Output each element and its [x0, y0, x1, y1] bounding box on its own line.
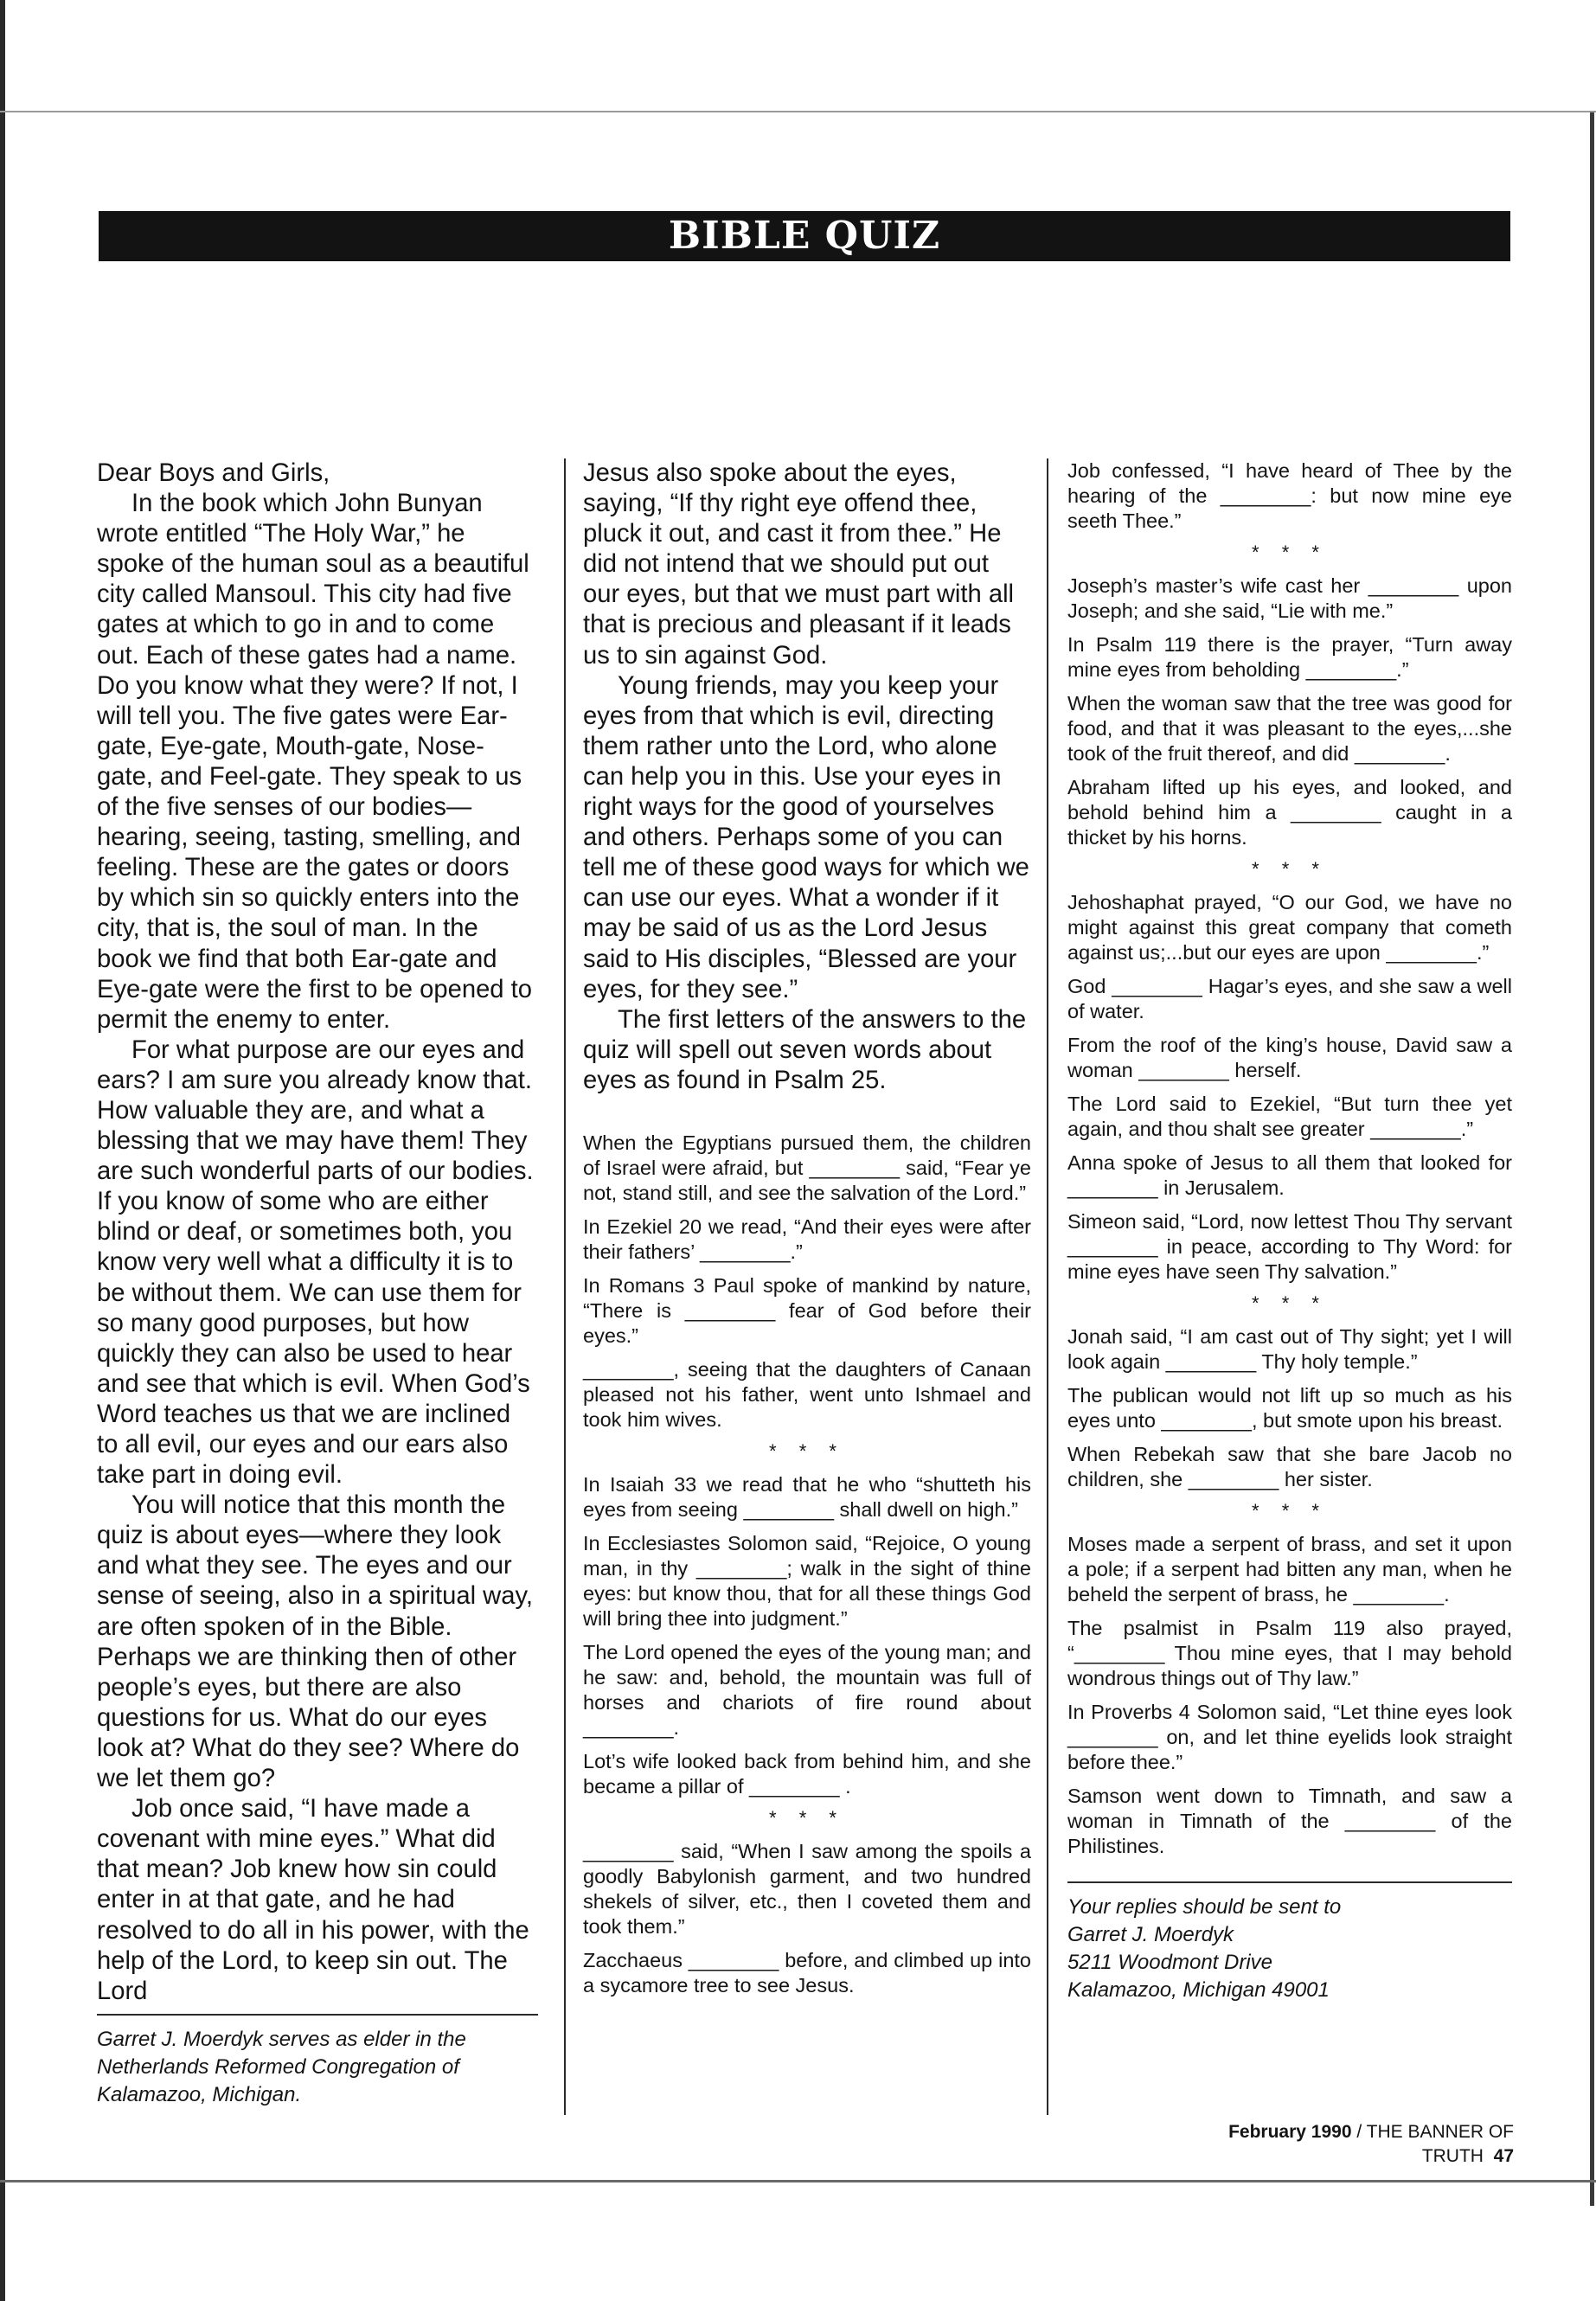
- reply-address: [1067, 1894, 1512, 2004]
- section-separator: * * *: [1252, 1500, 1328, 1522]
- letter-paragraph: For what purpose are our eyes and ears? I am sure you already know that. How valuable they are, and what a blessing that we may have them! They are such wonderful parts of our bodies. If you know of some who are either blind or deaf, or sometimes both, you know very well what a difficulty it is to be without them. We can use them for so many good purposes, but how quickly they can also be used to hear and see that which is evil. When God’s Word teaches us that we are inclined to all evil, our eyes and our ears also take part in doing evil.: [97, 1035, 534, 1490]
- quiz-question: Joseph’s master’s wife cast her ________ upon Joseph; and she said, “Lie with me.”: [1067, 574, 1512, 622]
- quiz-question: Abraham lifted up his eyes, and looked, and behold behind him a ________ caught in a thicket by his horns.: [1067, 776, 1512, 849]
- quiz-question: God ________ Hagar’s eyes, and she saw a well of water.: [1067, 975, 1512, 1022]
- column-rule-left: [564, 458, 566, 2115]
- section-separator: * * *: [1252, 542, 1328, 563]
- quiz-question: Moses made a serpent of brass, and set it upon a pole; if a serpent had bitten any man, when he beheld the serpent of brass, he ________.: [1067, 1533, 1512, 1606]
- quiz-question: In Psalm 119 there is the prayer, “Turn away mine eyes from beholding ________.”: [1067, 633, 1512, 681]
- footer-publication: THE BANNER OF TRUTH: [1366, 2122, 1514, 2166]
- author-credit: Garret J. Moerdyk serves as elder in the Netherlands Reformed Congregation of Kalamazoo, Michigan.: [97, 2027, 466, 2106]
- quiz-question: Lot’s wife looked back from behind him, and she became a pillar of ________ .: [583, 1749, 1031, 1798]
- quiz-question: ________ said, “When I saw among the spoils a goodly Babylonish garment, and two hundred shekels of silver, etc., then I coveted them and took them.”: [583, 1839, 1031, 1938]
- quiz-question: Jehoshaphat prayed, “O our God, we have no might against this great company that cometh against us;...but our eyes are upon ________.”: [1067, 891, 1512, 964]
- section-separator: * * *: [769, 1806, 845, 1829]
- reply-line: Your replies should be sent to: [1067, 1895, 1342, 1919]
- page-top-edge: [0, 111, 1596, 112]
- column-rule-right: [1047, 458, 1048, 2115]
- letter-paragraph: In the book which John Bunyan wrote entitled “The Holy War,” he spoke of the human soul as a beautiful city called Mansoul. This city had five gates at which to go in and to come out. Each of these gates had a name. Do you know what they were? If not, I will tell you. The five gates were Ear-gate, Eye-gate, Mouth-gate, Nose-gate, and Feel-gate. They speak to us of the five senses of our bodies—hearing, seeing, tasting, smelling, and feeling. These are the gates or doors by which sin so quickly enters into the city, that is, the soul of man. In the book we find that both Ear-gate and Eye-gate were the first to be opened to permit the enemy to enter.: [97, 490, 532, 1034]
- letter-paragraph: Jesus also spoke about the eyes, saying, “If thy right eye offend thee, pluck it out, and cast it from thee.” He did not intend that we should put out our eyes, but that we must part with all that is precious and pleasant if it leads us to sin against God.: [583, 459, 1015, 670]
- page-right-edge: [1590, 112, 1594, 2206]
- quiz-question: From the roof of the king’s house, David saw a woman ________ herself.: [1067, 1034, 1512, 1081]
- quiz-question: In Ezekiel 20 we read, “And their eyes were after their fathers’ ________.”: [583, 1215, 1031, 1263]
- quiz-question: Anna spoke of Jesus to all them that looked for ________ in Jerusalem.: [1067, 1151, 1512, 1199]
- quiz-question: The psalmist in Psalm 119 also prayed, “________ Thou mine eyes, that I may behold wondrous things out of Thy law.”: [1067, 1617, 1512, 1689]
- quiz-question: Job confessed, “I have heard of Thee by the hearing of the ________: but now mine eye seeth Thee.”: [1067, 459, 1512, 532]
- quiz-question: In Ecclesiastes Solomon said, “Rejoice, O young man, in thy ________; walk in the sight of thine eyes: but know thou, that for all these things God will bring thee into judgment.”: [583, 1531, 1031, 1630]
- quiz-question: When the Egyptians pursued them, the children of Israel were afraid, but ________ said, “Fear ye not, stand still, and see the salvation of the Lord.”: [583, 1131, 1031, 1204]
- letter-paragraph: Young friends, may you keep your eyes from that which is evil, directing them rather unto the Lord, who alone can help you in this. Use your eyes in right ways for the good of yourselves and others. Perhaps some of you can tell me of these good ways for which we can use our eyes. What a wonder if it may be said of us as the Lord Jesus said to His disciples, “Blessed are your eyes, for they see.”: [583, 671, 1029, 1003]
- quiz-question: Simeon said, “Lord, now lettest Thou Thy servant ________ in peace, according to Thy Word: for mine eyes have seen Thy salvation.”: [1067, 1210, 1512, 1283]
- letter-paragraph: Job once said, “I have made a covenant with mine eyes.” What did that mean? Job knew how sin could enter in at that gate, and he had resolved to do all in his power, with the help of the Lord, to keep sin out. The Lord: [97, 1795, 529, 2005]
- column-right: [1067, 458, 1512, 2004]
- quiz-question: The Lord said to Ezekiel, “But turn thee yet again, and thou shalt see greater ________.”: [1067, 1093, 1512, 1140]
- reply-street: 5211 Woodmont Drive: [1067, 1951, 1272, 1974]
- quiz-question: The Lord opened the eyes of the young man; and he saw: and, behold, the mountain was full of horses and chariots of fire round about ________.: [583, 1640, 1031, 1739]
- section-separator: * * *: [769, 1439, 845, 1462]
- column-middle: [583, 458, 1031, 2007]
- quiz-question: In Romans 3 Paul spoke of mankind by nature, “There is ________ fear of God before their eyes.”: [583, 1273, 1031, 1347]
- salutation: Dear Boys and Girls,: [97, 459, 330, 487]
- reply-divider: [1067, 1881, 1512, 1883]
- quiz-question: When the woman saw that the tree was good for food, and that it was pleasant to the eyes,...she took of the fruit thereof, and did ________.: [1067, 692, 1512, 765]
- reply-name: Garret J. Moerdyk: [1067, 1923, 1234, 1946]
- page-footer: [1151, 2120, 1514, 2169]
- letter-paragraph: The first letters of the answers to the quiz will spell out seven words about eyes as found in Psalm 25.: [583, 1005, 1027, 1094]
- quiz-question: When Rebekah saw that she bare Jacob no children, she ________ her sister.: [1067, 1443, 1512, 1490]
- credit-divider: [97, 2014, 538, 2016]
- footer-separator: /: [1351, 2122, 1367, 2142]
- quiz-question: Jonah said, “I am cast out of Thy sight; yet I will look again ________ Thy holy temple.”: [1067, 1325, 1512, 1373]
- footer-date: February 1990: [1228, 2122, 1352, 2142]
- section-separator: * * *: [1252, 1292, 1328, 1314]
- page-bottom-edge: [0, 2180, 1596, 2182]
- title-banner: BIBLE QUIZ: [99, 211, 1510, 261]
- quiz-question: In Proverbs 4 Solomon said, “Let thine eyes look ________ on, and let thine eyelids look straight before thee.”: [1067, 1701, 1512, 1773]
- quiz-question: The publican would not lift up so much as his eyes unto ________, but smote upon his breast.: [1067, 1384, 1512, 1432]
- reply-city: Kalamazoo, Michigan 49001: [1067, 1978, 1330, 2002]
- page-left-edge: [0, 0, 5, 2301]
- quiz-question: Samson went down to Timnath, and saw a woman in Timnath of the ________ of the Philistines.: [1067, 1785, 1512, 1857]
- section-separator: * * *: [1252, 858, 1328, 880]
- column-letter: [97, 458, 538, 2109]
- quiz-question: Zacchaeus ________ before, and climbed up into a sycamore tree to see Jesus.: [583, 1948, 1031, 1997]
- quiz-question: In Isaiah 33 we read that he who “shutteth his eyes from seeing ________ shall dwell on high.”: [583, 1472, 1031, 1521]
- letter-paragraph: You will notice that this month the quiz is about eyes—where they look and what they see. The eyes and our sense of seeing, also in a spiritual way, are often spoken of in the Bible. Perhaps we are thinking then of other people’s eyes, but there are also questions for us. What do our eyes look at? What do they see? Where do we let them go?: [97, 1491, 534, 1793]
- quiz-question: ________, seeing that the daughters of Canaan pleased not his father, went unto Ishmael and took him wives.: [583, 1357, 1031, 1431]
- page-number: 47: [1493, 2146, 1514, 2166]
